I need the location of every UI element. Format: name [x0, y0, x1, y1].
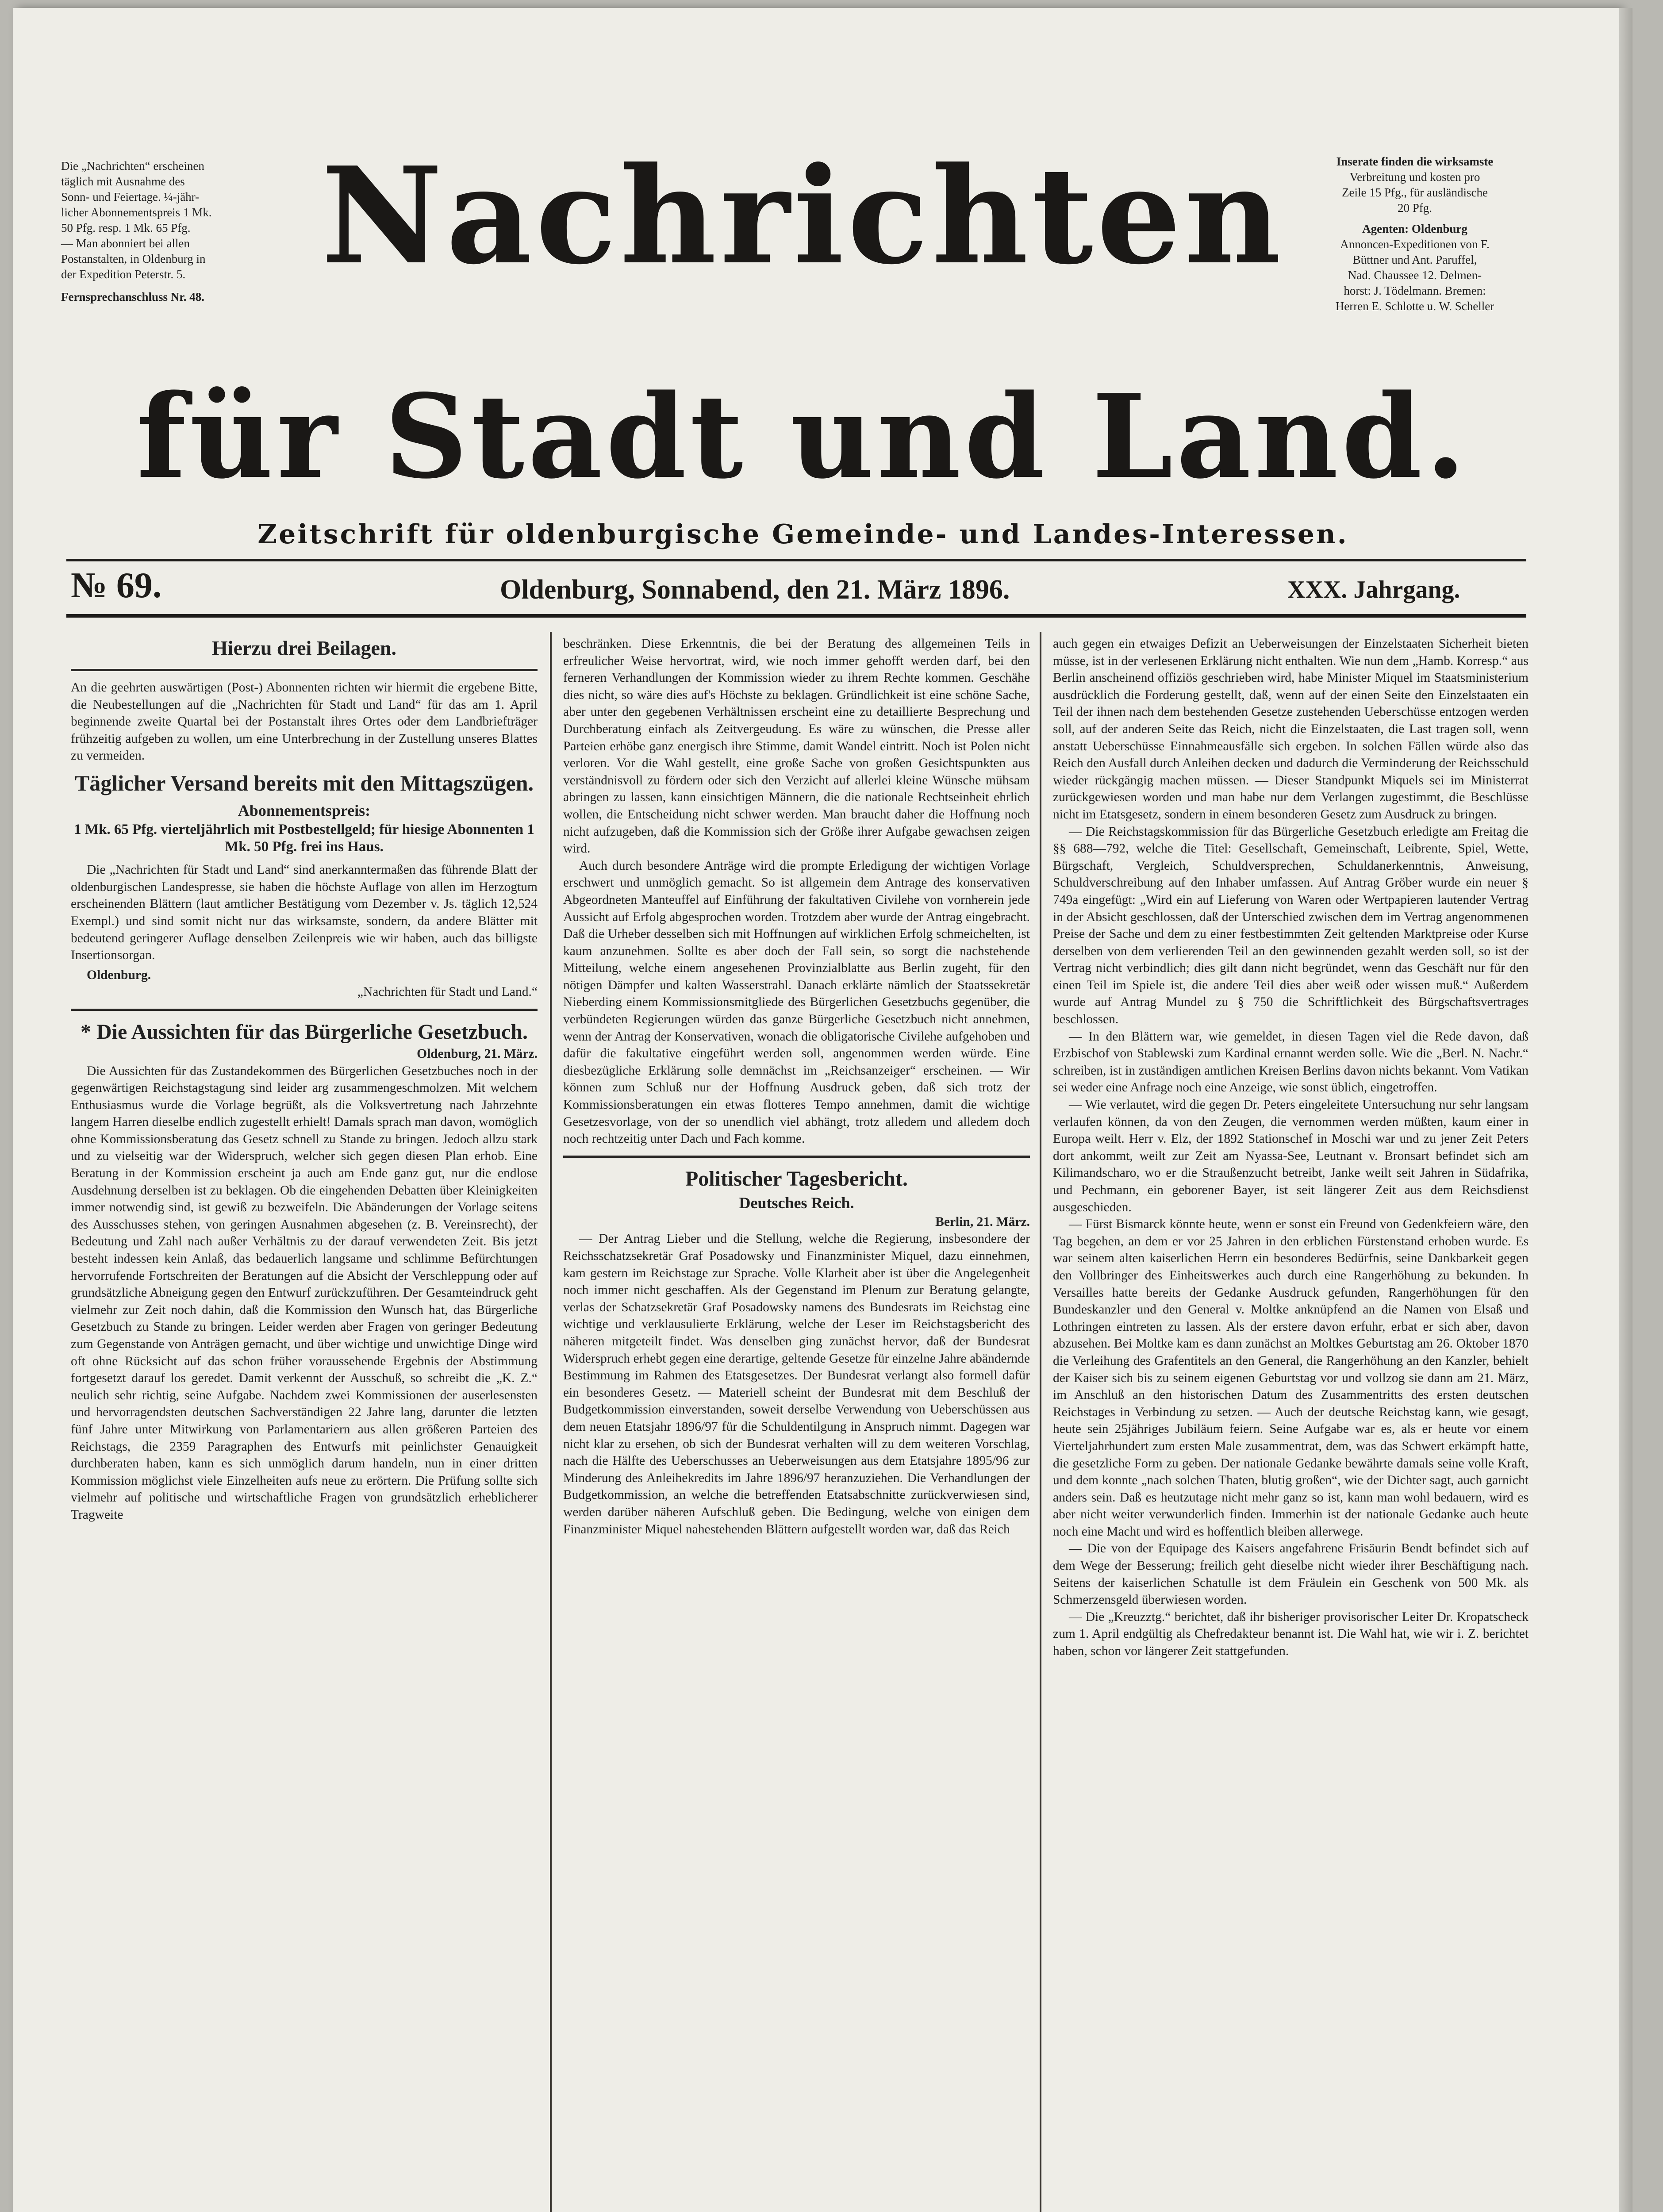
section-subtitle: Deutsches Reich.: [739, 1194, 854, 1212]
divider: [71, 1009, 538, 1011]
article-dateline: Oldenburg, 21. März.: [417, 1046, 538, 1061]
ear-right-line: 20 Pfg.: [1397, 201, 1432, 215]
issue-volume: XXX. Jahrgang.: [1287, 576, 1460, 603]
column-2: [563, 635, 1030, 1538]
ear-left-line: 50 Pfg. resp. 1 Mk. 65 Pfg.: [61, 221, 191, 234]
ear-right-line: Nad. Chaussee 12. Delmen-: [1348, 269, 1482, 282]
divider: [71, 669, 538, 671]
news-paragraph: auch gegen ein etwaiges Defizit an Ueberweisungen der Einzelstaaten Sicherheit bieten müsse, ist in der verlesenen Erklärung nicht enthalten. Wie nun dem „Hamb. Korresp.“ aus Berlin anscheinend offiziös geschrieben wird, habe Minister Miquel im Staatsministerium ausdrücklich die Forderung gestellt, daß, wenn auf der einen Seite den Einzelstaaten ein Teil der ihnen nach dem bestehenden Gesetze zustehenden Ueberschüsse entzogen werden soll, auf der anderen Seite das Reich, nicht die Einzelstaaten, die Last tragen soll, wenn anstatt Ueberschüsse Einnahmeausfälle sich ergeben. In solchen Fällen würde also das Reich den Ausfall durch Anleihen decken und dadurch die Verminderung der Reichsschuld wieder rückgängig machen müssen. — Dieser Standpunkt Miquels sei im Ministerrat zurückgewiesen worden und man habe nur dem Verlangen zugestimmt, die Beschlüsse nicht im Etatsgesetz, sondern in einem besonderen Gesetz zum Ausdruck zu bringen.: [1053, 637, 1529, 822]
masthead-title-line2: für Stadt und Land.: [136, 369, 1470, 504]
ear-right-line: Büttner und Ant. Paruffel,: [1352, 253, 1477, 266]
abopreis-heading: Abonnementspreis:: [238, 801, 371, 819]
promo-sign: „Nachrichten für Stadt und Land.“: [357, 985, 538, 999]
masthead-rule-top: [66, 559, 1526, 561]
issue-number: № 69.: [71, 565, 162, 605]
news-paragraph: — Die von der Equipage des Kaisers angefahrene Frisäurin Bendt befindet sich auf dem Wege der Besserung; freilich geht dieselbe nicht wieder ihrer Beschäftigung nach. Seitens der kaiserlichen Schatulle ist dem Fräulein ein Geschenk von 500 Mk. als Schmerzensgeld überwiesen worden.: [1053, 1541, 1529, 1607]
ear-right-line: Agenten: Oldenburg: [1362, 222, 1467, 235]
ear-left-phone: Fernsprechanschluss Nr. 48.: [61, 290, 205, 303]
column-divider: [1040, 632, 1041, 2212]
ear-left-line: Sonn- und Feiertage. ¼-jähr-: [61, 190, 200, 204]
news-paragraph: — Fürst Bismarck könnte heute, wenn er sonst ein Freund von Gedenkfeiern wäre, den Tag begehen, an dem er vor 25 Jahren in den erblichen Fürstenstand erhoben wurde. Es war seinem alten kaiserlichen Herrn ein besonderes Bedürfnis, seine Dankbarkeit gegen den Vollbringer des Einheitswerkes auch durch eine Rangerhöhung zu bekunden. In Versailles hatte bereits der Gedanke Ausdruck gefunden, Rangerhöhungen für den Bundeskanzler und den General v. Moltke anknüpfend an die Namen von Elsaß und Lothringen eintreten zu lassen. Als der erstere davon erfuhr, erbat er sich aber, davon abzusehen. Bei Moltke kam es dann zunächst an Moltkes Geburtstag am 26. Oktober 1870 die Verleihung des Grafentitels an den General, die Rangerhöhung an den Kanzler, behielt der Kaiser sich bis zu seinem eigenen Geburtstag vor und vollzog sie dann am 21. März, im Anschluß an den historischen Datum des Zusammentritts des ersten deutschen Reichstages in Verbindung zu setzen. — Auch der deutsche Reichstag kann, wie gesagt, heute sein 25jähriges Jubiläum feiern. Seine Aufgabe war es, als er heute vor einem Vierteljahrhundert zum ersten Male zusammentrat, dem, was das Schwert erkämpft hatte, die gesetzliche Form zu geben. Der nationale Gedanke bewährte damals seine volle Kraft, und dem konnte „nach solchen Thaten, blutig großen“, wie der Dichter sagt, auch garnicht anders sein. Daß es heutzutage nicht mehr ganz so ist, kann man wohl bedauern, wird es aber nicht weiter verwunderlich finden. Immerhin ist der nationale Gedanke auch heute noch eine Macht und wird es hoffentlich bleiben allerwege.: [1053, 1217, 1529, 1539]
news-paragraph: — Wie verlautet, wird die gegen Dr. Peters eingeleitete Untersuchung nur sehr langsam verlaufen können, da von den Zeugen, die vernommen werden müßten, kaum einer in Europa weilt. Herr v. Elz, der 1892 Stationschef in Moschi war und zu jener Zeit Peters dort ankommt, weilt zur Zeit am Nyassa-See, Leutnant v. Bronsart befindet sich am Kilimandscharo, wo er die Straußenzucht betreibt, Janke weilt seit Jahren in Südafrika, und Pechmann, ein geborener Bayer, ist seit längerer Zeit aus dem Reichsdienst ausgeschieden.: [1053, 1098, 1529, 1214]
ear-right-line: Zeile 15 Pfg., für ausländische: [1342, 186, 1488, 199]
ear-left-line: licher Abonnementspreis 1 Mk.: [61, 206, 212, 219]
divider: [563, 1156, 1030, 1158]
subscription-notice: An die geehrten auswärtigen (Post-) Abonnenten richten wir hiermit die ergebene Bitte, die Neubestellungen auf die „Nachrichten für Stadt und Land“ für das am 1. April beginnende zweite Quartal bei der Postanstalt ihres Ortes oder dem Landbriefträger frühzeitig aufgeben zu wollen, um eine Unterbrechung in der Zustellung unseres Blattes zu vermeiden.: [71, 680, 538, 763]
ear-right-line: Annoncen-Expeditionen von F.: [1340, 238, 1490, 251]
article-text: Die Aussichten für das Zustandekommen des Bürgerlichen Gesetzbuches noch in der gegenwärtigen Reichstagstagung sind leider arg zusammengeschmolzen. Mit welchem Enthusiasmus wurde die Vorlage begrüßt, als die Volksvertretung nach Jahrzehnte langem Harren dieselbe endlich zugestellt erhielt! Damals sprach man davon, womöglich ohne Kommissionsberatung das Gesetz schnell zu Stande zu bringen. Jedoch allzu stark und zu vielseitig war der Widerspruch, welcher sich gegen diesen Plan erhob. Eine Beratung in der Kommission erscheint ja auch am Ende ganz gut, nur die endlose Ausdehnung derselben ist zu beklagen. Ob die eingehenden Debatten über Kleinigkeiten immer notwendig sind, ist gewiß zu bezweifeln. Die Abänderungen der Vorlage seitens des Ausschusses stehen, von geringen Ausnahmen abgesehen (z. B. Vereinsrecht), der Bedeutung und Zahl nach außer Verhältnis zu der darauf verwendeten Zeit. Bis jetzt besteht indessen kein Anlaß, das bedauerlich langsame und schlimme Befürchtungen hervorrufende Fortschreiten der Beratungen auf die Absicht der Verschleppung oder auf grundsätzliche Abneigung gegen den Entwurf zurückzuführen. Der Gesamteindruck geht vielmehr zur Zeit noch dahin, daß die Kommission den Wunsch hat, das Bürgerliche Gesetzbuch zu Stande zu bringen. Leider werden aber Fragen von geringer Bedeutung zum Gegenstande von Anträgen gemacht, und über wichtige und unwichtige Dinge wird oft ohne Rücksicht auf das schon früher voraussehende Ergebnis der Abstimmung fortgesetzt darauf los geredet. Damit verkennt der Ausschuß, so schreibt die „K. Z.“ neulich sehr richtig, seine Aufgabe. Nachdem zwei Kommissionen der auserlesensten und hervorragendsten deutschen Sachverständigen 22 Jahre lang, darunter die letzten fünf Jahre unter Mitwirkung von Parlamentariern aus allen größeren Parteien des Reichstags, die 2359 Paragraphen des Entwurfs mit peinlichster Genauigkeit durchberaten haben, kann es sich unmöglich darum handeln, nun in einer dritten Kommission möglichst viele Einzelheiten aufs neue zu erörtern. Die Prüfung sollte sich vielmehr auf politische und wirtschaftliche Fragen von grundsätzlich erheblicherer Tragweite: [71, 1064, 538, 1522]
section-dateline: Berlin, 21. März.: [935, 1214, 1030, 1229]
article-continuation: beschränken. Diese Erkenntnis, die bei der Beratung des allgemeinen Teils in erfreulicher Weise hervortrat, wird, wie noch immer gehofft werden darf, bei den ferneren Verhandlungen der Kommission wieder zu ihrem Rechte kommen. Geschähe dies nicht, so wäre dies auf's Höchste zu beklagen. Gründlichkeit ist eine schöne Sache, aber unter den gegebenen Verhältnissen erscheint eine zu detaillierte Besprechung und Durchberatung einfach als Zeitvergeudung. Es wäre zu wünschen, die Presse aller Parteien erhöbe ganz energisch ihre Stimme, damit Wandel eintritt. Noch ist Polen nicht verloren. Vor die Wahl gestellt, eine große Sache von großen Gesichtspunkten aus verständnisvoll zu fördern oder sich den Verzicht auf allerlei kleine Wünsche mühsam abringen zu lassen, kann einsichtigen Männern, die die nationale Rechtseinheit ehrlich wollen, die Entscheidung nicht schwer werden. Man braucht daher die Hoffnung noch nicht aufzugeben, daß die Kommission sich der Größe ihrer Aufgabe gewachsen zeigen wird.: [563, 637, 1030, 856]
article-paragraph: Auch durch besondere Anträge wird die prompte Erledigung der wichtigen Vorlage erschwert und unmöglich gemacht. So ist allgemein dem Antrage des konservativen Abgeordneten Manteuffel auf Einführung der fakultativen Civilehe von vornherein jede Aussicht auf Erfolg abgesprochen worden. Trotzdem aber wurde der Antrag eingebracht. Daß die Urheber desselben sich mit Hoffnungen auf wirklichen Erfolg schmeichelten, ist kaum anzunehmen. Sollte es aber doch der Fall sein, so sorgt die nachstehende Mitteilung, welche einem angesehenen Provinzialblatte aus Berlin zugeht, für den nötigen Dämpfer und kalten Wasserstrahl. Danach erklärte nämlich der Staatssekretär Nieberding einem Kommissionsmitgliede des Bürgerlichen Gesetzbuchs gegenüber, die verbündeten Regierungen würden das ganze Bürgerliche Gesetzbuch nicht annehmen, wenn der Antrag der Konservativen, wonach die obligatorische Civilehe aufgehoben und dafür die fakultative eingeführt werden soll, angenommen werden würde. Eine diesbezügliche Erklärung solle demnächst im „Reichsanzeiger“ erscheinen. — Wir können zum Schluß nur der Hoffnung Ausdruck geben, daß sich trotz der Kommissionsberatungen ein etwas flotteres Tempo annehmen, damit die wichtige Gesetzesvorlage, von der so unendlich viel abhängt, trotz alledem und alledem doch noch rechtzeitig unter Dach und Fach komme.: [563, 858, 1030, 1146]
promo-place: Oldenburg.: [87, 968, 151, 982]
news-paragraph: — Der Antrag Lieber und die Stellung, welche die Regierung, insbesondere der Reichsschatzsekretär Graf Posadowsky und Finanzminister Miquel, dazu einnehmen, kam gestern im Reichstage zur Sprache. Volle Klarheit aber ist über die Angelegenheit noch immer nicht geschaffen. Als der Gegenstand im Plenum zur Beratung gelangte, verlas der Schatzsekretär Graf Posadowsky namens des Bundesrats im Reichstag eine wichtige und verklausulierte Erklärung, welche der Leser im Reichstagsbericht des näheren mitgeteilt findet. Was denselben ging zunächst hervor, daß der Bundesrat Widerspruch erhebt gegen eine derartige, geltende Gesetze für einzelne Jahre abändernde Bestimmung im Rahmen des Etatsgesetzes. Der Bundesrat verlangt also formell dafür ein besonderes Gesetz. — Materiell scheint der Bundesrat mit dem Beschluß der Budgetkommission einverstanden, soweit derselbe Verwendung von Ueberschüssen aus dem neuen Etatsjahr 1896/97 für die Schuldentilgung in Anspruch nimmt. Dagegen war nicht klar zu ersehen, ob sich der Bundesrat verhalten will zu dem weiteren Vorschlag, nach die Hälfte des Ueberschusses an Ueberweisungen aus dem Etatsjahre 1895/96 zur Minderung des Anleihekredits im Jahre 1896/97 heranzuziehen. Die Verhandlungen der Budgetkommission, an welche die betreffenden Etatsabschnitte zurückverwiesen sind, werden darüber näheren Aufschluß geben. Die Bedingung, welche von einigen dem Finanzminister Miquel nahestehenden Blättern aufgestellt worden war, daß das Reich: [563, 1232, 1030, 1536]
column-divider: [550, 632, 552, 2212]
ear-left-line: Die „Nachrichten“ erscheinen: [61, 159, 204, 173]
ear-left-line: Postanstalten, in Oldenburg in: [61, 252, 206, 265]
ear-right-line: horst: J. Tödelmann. Bremen:: [1344, 284, 1486, 297]
abopreis-text: 1 Mk. 65 Pfg. vierteljährlich mit Postbestellgeld; für hiesige Abonnenten 1 Mk. 50 Pfg. frei ins Haus.: [74, 821, 534, 855]
versand-heading: Täglicher Versand bereits mit den Mittagszügen.: [74, 770, 534, 795]
ear-right-line: Inserate finden die wirksamste: [1336, 155, 1494, 168]
newspaper-page: [13, 8, 1619, 2212]
news-paragraph: — Die „Kreuzztg.“ berichtet, daß ihr bisheriger provisorischer Leiter Dr. Kropatscheck zum 1. April endgültig als Chefredakteur benannt ist. Die Wahl hat, wie wir i. Z. berichtet haben, schon vor längerer Zeit stattgefunden.: [1053, 1609, 1529, 1659]
masthead-title-line1: Nachrichten: [321, 138, 1285, 294]
section-title: Politischer Tagesbericht.: [685, 1167, 908, 1190]
promo-text: Die „Nachrichten für Stadt und Land“ sind anerkanntermaßen das führende Blatt der oldenburgischen Landespresse, sie haben die höchste Auflage von allen im Herzogtum erscheinenden Blättern (laut amtlicher Bestätigung vom Dezember v. Js. täglich 12,524 Exempl.) und sind somit nicht nur das wirksamste, sondern, da andere Blätter mit bedeutend geringerer Auflage denselben Zeilenpreis wie wir haben, auch das billigste Insertionsorgan.: [71, 863, 538, 963]
masthead-subtitle: Zeitschrift für oldenburgische Gemeinde- und Landes-Interessen.: [257, 519, 1348, 550]
column-3: [1053, 635, 1529, 1660]
article-title: * Die Aussichten für das Bürgerliche Gesetzbuch.: [80, 1020, 528, 1044]
beilagen-note: Hierzu drei Beilagen.: [212, 637, 396, 659]
issue-dateline: Oldenburg, Sonnabend, den 21. März 1896.: [500, 575, 1010, 605]
news-paragraph: — In den Blättern war, wie gemeldet, in diesen Tagen viel die Rede davon, daß Erzbischof von Stablewski zum Kardinal ernannt werden solle. Wie die „Berl. N. Nachr.“ schreiben, ist in zuständigen amtlichen Kreisen Berlins davon nichts bekannt. Vom Vatikan sei weder eine Anfrage noch eine Anzeige, wie sonst üblich, eingetroffen.: [1053, 1029, 1529, 1095]
ear-right-line: Herren E. Schlotte u. W. Scheller: [1335, 300, 1494, 313]
ear-left-line: täglich mit Ausnahme des: [61, 175, 185, 188]
page-edge: [1619, 8, 1632, 2212]
news-paragraph: — Die Reichstagskommission für das Bürgerliche Gesetzbuch erledigte am Freitag die §§ 688—792, welche die Titel: Gesellschaft, Gemeinschaft, Leibrente, Spiel, Wette, Bürgschaft, Vergleich, Schuldversprechen, Schuldanerkenntnis, Anweisung, Schuldverschreibung auf den Inhaber umfassen. Auf Antrag Gröber wurde ein neuer § 749a eingefügt: „Wird ein auf Lieferung von Waren oder Wertpapieren lautender Vertrag in der Absicht geschlossen, daß der Unterschied zwischen dem im Vertrag angenommenen Preise der Sache und dem zu einer festbestimmten Zeit geltenden Marktpreise oder Kurse derselben von dem verlierenden Teil an den gewinnenden gezahlt werden soll, so ist der Vertrag nicht verbindlich; dies gilt dann nicht begründet, wenn das Geschäft nur für den einen Teil im Spiele ist, die andere Teil dies aber weiß oder wissen muß.“ Außerdem wurde auf Antrag Mundel zu § 750 die Schriftlichkeit des Bürgschaftsvertrages beschlossen.: [1053, 824, 1529, 1027]
ear-right-line: Verbreitung und kosten pro: [1349, 170, 1480, 184]
column-1: [71, 635, 538, 1524]
ear-left-line: — Man abonniert bei allen: [61, 237, 190, 250]
ear-left-line: der Expedition Peterstr. 5.: [61, 268, 186, 281]
masthead-rule-bottom: [66, 614, 1526, 618]
